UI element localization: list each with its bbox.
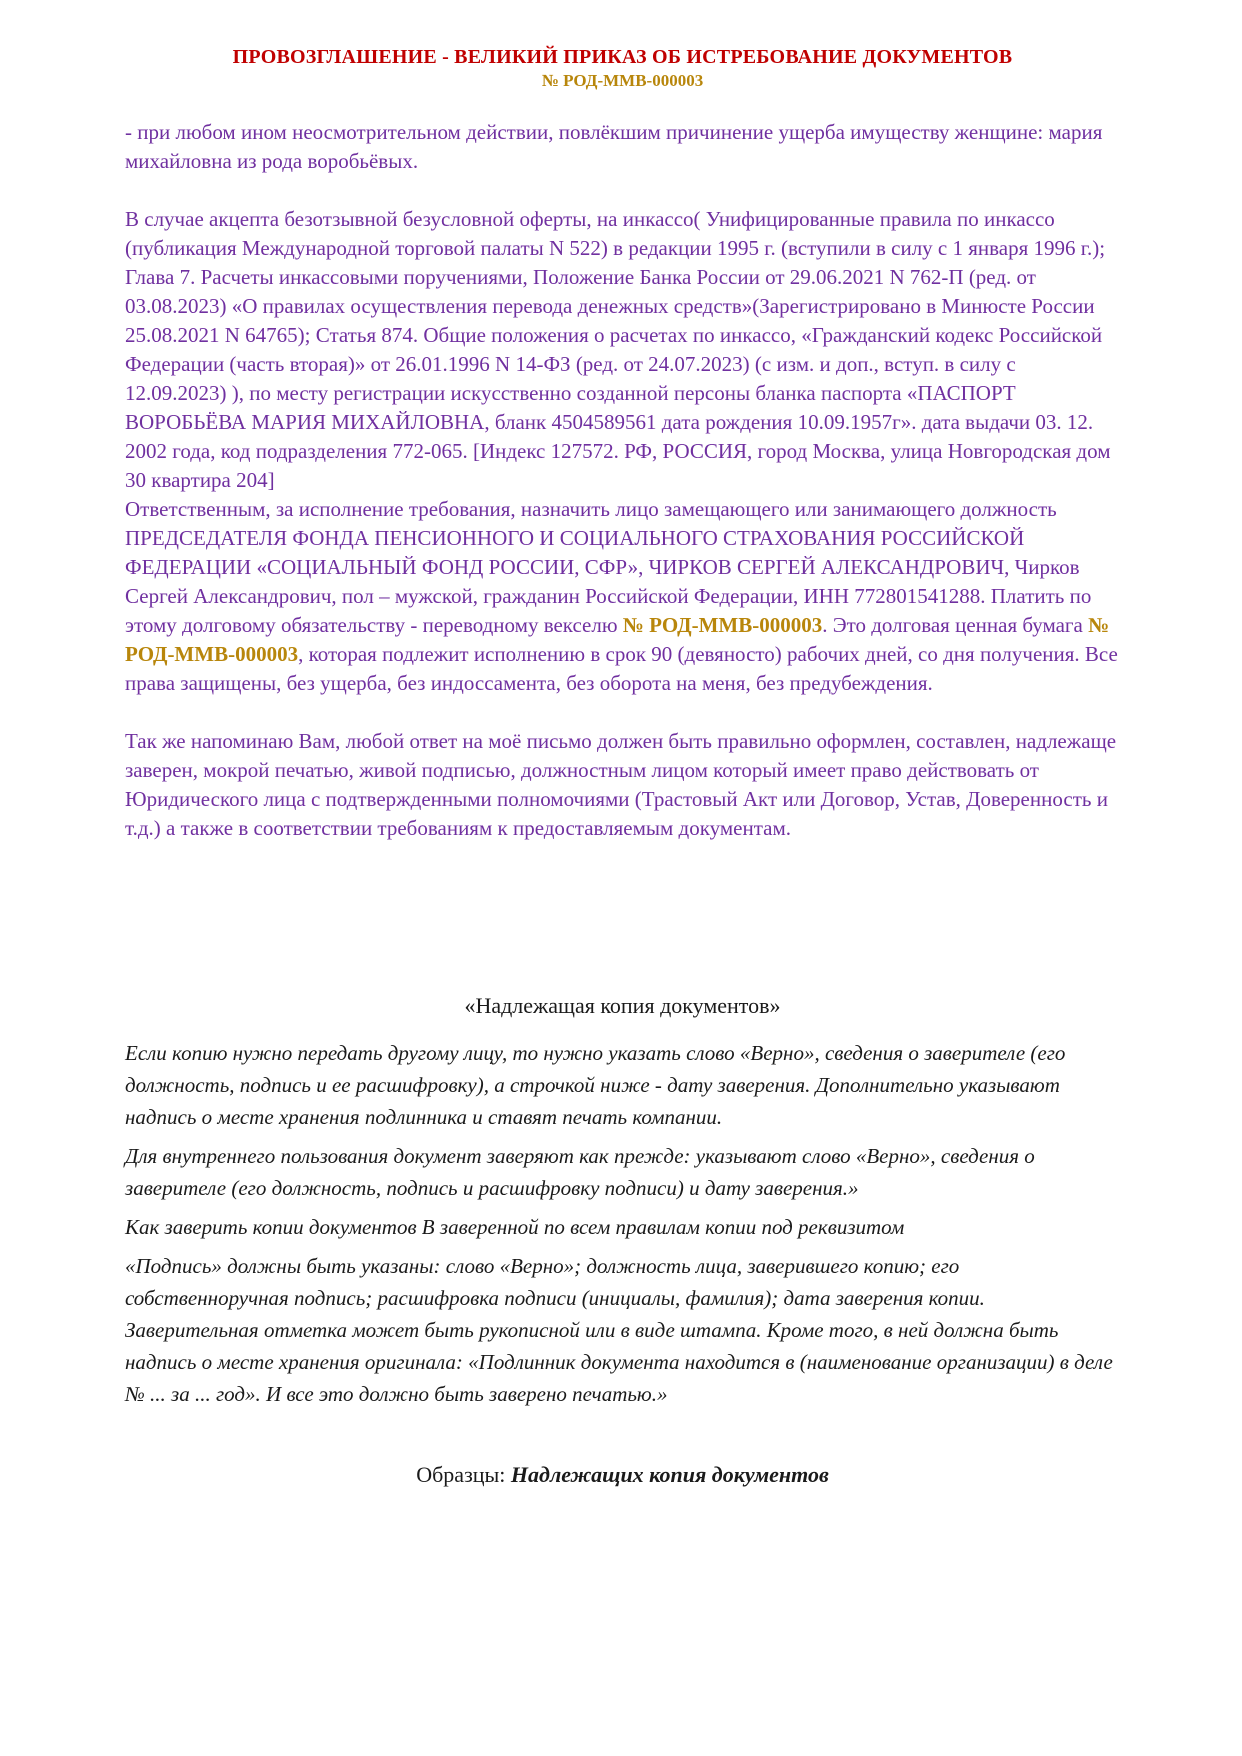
section-heading-proper-copy: «Надлежащая копия документов» bbox=[464, 993, 781, 1018]
paragraph-copy-rules-2 bbox=[125, 1140, 1120, 1204]
paragraph-copy-rules-1 bbox=[125, 1037, 1120, 1133]
samples-caption bbox=[125, 1460, 1120, 1490]
paragraph-copy-rules-4 bbox=[125, 1250, 1120, 1410]
text-run: Если копию нужно передать другому лицу, то нужно указать слово «Верно», сведения о заверителе (его должность, подпись и ее расшифровку), а строчкой ниже - дату заверения. Дополнительно указывают надпись о месте хранения подлинника и ставят печать компании. bbox=[125, 1041, 1066, 1129]
document-body bbox=[125, 118, 1120, 843]
text-run: В случае акцепта безотзывной безусловной оферты, на инкассо( Унифицированные правила по инкассо (публикация Международной торговой палаты N 522) в редакции 1995 г. (вступили в силу с 1 января 1996 г.); Глава 7. Расчеты инкассовыми поручениями, Положение Банка России от 29.06.2021 N 762-П (ред. от 03.08.2023) «О правилах осуществления перевода денежных средств»(Зарегистрировано в Минюсте России 25.08.2021 N 64765); Статья 874. Общие положения о расчетах по инкассо, «Гражданский кодекс Российской Федерации (часть вторая)» от 26.01.1996 N 14-ФЗ (ред. от 24.07.2023) (с изм. и доп., вступ. в силу с 12.09.2023) ), по месту регистрации искусственно созданной персоны бланка паспорта «ПАСПОРТ ВОРОБЬЁВА МАРИЯ МИХАЙЛОВНА, бланк 4504589561 дата рождения 10.09.1957г». дата выдачи 03. 12. 2002 года, код подразделения 772-065. [Индекс 127572. РФ, РОССИЯ, город Москва, улица Новгородская дом 30 квартира 204] bbox=[125, 207, 1111, 492]
text-run: Так же напоминаю Вам, любой ответ на моё письмо должен быть правильно оформлен, составлен, надлежаще заверен, мокрой печатью, живой подписью, должностным лицом который имеет право действовать от Юридического лица с подтвержденными полномочиями (Трастовый Акт или Договор, Устав, Доверенность и т.д.) а также в соответствии требованиям к предоставляемым документам. bbox=[125, 729, 1117, 840]
text-run: Для внутреннего пользования документ заверяют как прежде: указывают слово «Верно», сведения о заверителе (его должность, подпись и расшифровку подписи) и дату заверения.» bbox=[125, 1144, 1035, 1200]
text-run: № РОД-ММВ-000003 bbox=[622, 613, 823, 637]
document-number: № РОД-ММВ-000003 bbox=[541, 71, 704, 90]
text-run: Ответственным, за исполнение требования, назначить лицо замещающего или занимающего должность ПРЕДСЕДАТЕЛЯ ФОНДА ПЕНСИОННОГО И СОЦИАЛЬНОГО СТРАХОВАНИЯ РОССИЙСКОЙ ФЕДЕРАЦИИ «СОЦИАЛЬНЫЙ ФОНД РОССИИ, СФР», ЧИРКОВ СЕРГЕЙ АЛЕКСАНДРОВИЧ, Чирков Сергей Александрович, пол – мужской, гражданин Российской Федерации, ИНН 772801541288. Платить по этому долговому обязательству - переводному векселю bbox=[125, 497, 1092, 637]
copy-rules-block bbox=[125, 1037, 1120, 1410]
text-run: № РОД-ММВ-000003 bbox=[125, 613, 1110, 666]
paragraph-intro bbox=[125, 118, 1120, 176]
paragraph-copy-rules-3 bbox=[125, 1211, 1120, 1243]
text-run: Как заверить копии документов В заверенной по всем правилам копии под реквизитом bbox=[125, 1215, 905, 1239]
text-run: - при любом ином неосмотрительном действии, повлёкшим причинение ущерба имуществу женщине: мария михайловна из рода воробьёвых. bbox=[125, 120, 1103, 173]
paragraph-offer bbox=[125, 205, 1120, 495]
text-run: Образцы: bbox=[416, 1462, 511, 1487]
text-run: , которая подлежит исполнению в срок 90 (девяносто) рабочих дней, со дня получения. Все права защищены, без ущерба, без индоссамента, без оборота на меня, без предубеждения. bbox=[125, 642, 1118, 695]
paragraph-responsible bbox=[125, 495, 1120, 698]
text-run: Надлежащих копия документов bbox=[510, 1462, 829, 1487]
paragraph-reminder bbox=[125, 727, 1120, 843]
text-run: «Подпись» должны быть указаны: слово «Верно»; должность лица, заверившего копию; его собственноручная подпись; расшифровка подписи (инициалы, фамилия); дата заверения копии. Заверительная отметка может быть рукописной или в виде штампа. Кроме того, в ней должна быть надпись о месте хранения оригинала: «Подлинник документа находится в (наименование организации) в деле № ... за ... год». И все это должно быть заверено печатью.» bbox=[125, 1254, 1113, 1406]
text-run: . Это долговая ценная бумага bbox=[822, 613, 1089, 637]
document-title: ПРОВОЗГЛАШЕНИЕ - ВЕЛИКИЙ ПРИКАЗ ОБ ИСТРЕБОВАНИЕ ДОКУМЕНТОВ bbox=[232, 46, 1013, 68]
